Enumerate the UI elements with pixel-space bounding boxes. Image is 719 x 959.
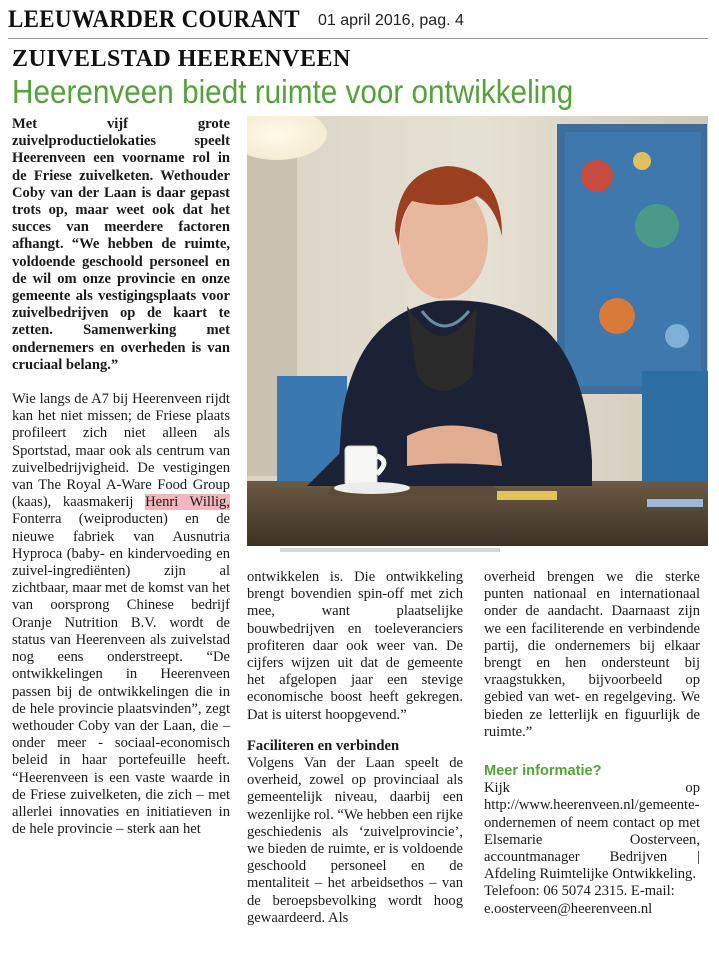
masthead-divider [8,38,708,39]
article-intro: Met vijf grote zuivelproductielokaties speelt Heerenveen een voorname rol in de Friese zuivelketen. Wethouder Coby van der Laan is daar gepast trots op, maar weet ook dat het succes van meerdere factoren afhangt. “We hebben de ruimte, voldoende geschoold personeel en de wil om onze provincie en onze gemeente als vestigingsplaats voor zuivelbedrijven op de kaart te zetten. Samenwerking met ondernemers en overheden is van cruciaal belang.” [12,116,230,373]
article-headline: Heerenveen biedt ruimte voor ontwikkeling [12,73,574,110]
section-subheading: Faciliteren en verbinden [247,737,400,754]
article-body-3: Volgens Van der Laan speelt de overheid, zowel op provinciaal als gemeentelijk niveau, daarbij een wezenlijke rol. “We hebben een rijke geschiedenis als ‘zuivelprovincie’, we bieden de ruimte, er is voldoende geschoold personeel en de mentaliteit – het arbeidsethos – van de beroepsbevolking wordt hoog gewaardeerd. Als [247,755,464,926]
masthead [8,6,708,38]
info-box-email: e.oosterveen@heerenveen.nl [484,900,653,917]
article-body-2: ontwikkelen is. Die ontwikkeling brengt bovendien spin-off met zich mee, want plaatselijke bouwbedrijven en toeleveranciers profiteren daar ook weer van. De cijfers wijzen uit dat de gemeente het afgelopen jaar een stevige economische boost heeft gekregen. Dat is uiterst hoopgevend.” [247,569,463,723]
column-right [484,569,700,918]
publication-date: 01 april 2016, pag. 4 [318,12,464,29]
highlighted-name: Henri Willig, [145,494,231,511]
body-text: Fonterra (weiproducten) en de nieuwe fabriek van Ausnutria Hyproca (baby- en kindervoeding en zuivel-ingrediënten) zijn al zichtbaar, maar met de komst van het van oorsprong Chinese bedrijf Oranje Nutrition B.V. wordt de status van Heerenveen als zuivelstad nog eens onderstreept. “De ontwikkelingen in Heerenveen passen bij de ontwikkelingen die in de hele provincie plaatsvinden”, zegt wethouder Coby van der Laan, die – onder meer - sociaal-economisch beleid in haar portefeuille heeft. “Heerenveen is een vaste waarde in de Friese zuivelketen, die zich – met allerlei innovaties en initiatieven in de hele provincie – sterk aan het [12,511,230,838]
article-kicker: ZUIVELSTAD HEERENVEEN [12,46,351,72]
column-middle [247,569,463,927]
body-text: Wie langs de A7 bij Heerenveen rijdt kan het niet missen; de Friese plaats profileert zich niet alleen als Sportstad, maar ook als centrum van zuivelbedrijvigheid. De vestigingen van The Royal A-Ware Food Group (kaas), kaasmakerij [12,391,230,511]
newspaper-name: LEEUWARDER COURANT [8,6,300,33]
info-box-heading: Meer informatie? [484,763,602,780]
article-body-1 [12,391,230,838]
info-box-text: Kijk op http://www.heerenveen.nl/gemeente-ondernemen of neem contact op met Elsemarie Oosterveen, accountmanager Bedrijven | Afdeling Ruimtelijke Ontwikkeling. [484,780,700,883]
info-box-phone: Telefoon: 06 5074 2315. E-mail: [484,883,675,900]
article-body-4: overheid brengen we die sterke punten nationaal en internationaal onder de aandacht. Daarnaast zijn we een faciliterende en verbindende partij, die ondernemers bij elkaar brengt en hen ondersteunt bij vraagstukken, bijvoorbeeld op gebied van wet- en regelgeving. We bieden ze letterlijk en figuurlijk de ruimte.” [484,569,700,740]
photo-credit-line [280,548,500,552]
column-left [12,116,230,838]
portrait-photo [247,116,708,546]
